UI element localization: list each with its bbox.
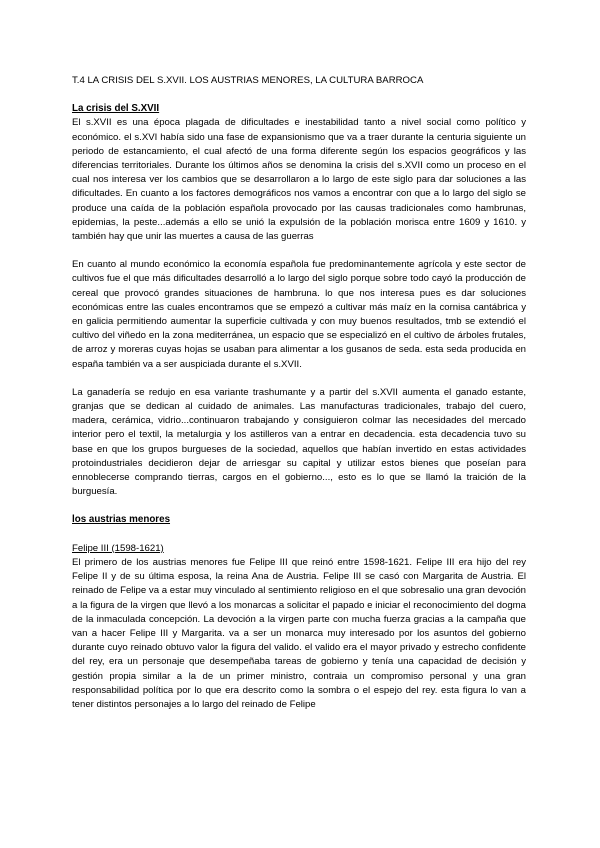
section-heading-crisis: La crisis del S.XVII	[72, 103, 160, 115]
paragraph-felipe-iii: El primero de los austrias menores fue Felipe III que reinó entre 1598-1621. Felipe III era hijo del rey Felipe II y de su última esposa, la reina Ana de Austria. Felipe III se casó con Margarita de Austria. El reinado de Felipe va a estar muy vinculado al sentimiento religioso en el que sobresalio una gran devoción a la figura de la virgen que llevó a los monarcas a solicitar el papado e iniciar el reconocimiento del dogma de la inmaculada concepción. La devoción a la virgen parte con mucha fuerza gracias a la campaña que van a hacer Felipe III y Margarita. va a ser un monarca muy interesado por los asuntos del gobierno durante cuyo reinado obtuvo valor la figura del valido. el valido era el mayor privado y estrecho confidente del rey, era un personaje que desempeñaba tareas de gobierno y tenía una capacidad de decisión y gestión propia similar a la de un primer ministro, contraia un compromiso personal y una gran responsabilidad política por lo que era descrito como la sombra o el espejo del rey. esta figura lo van a tener distintos personajes a lo largo del reinado de Felipe	[72, 556, 526, 710]
section-heading-austrias: los austrias menores	[72, 514, 171, 526]
document-title: T.4 LA CRISIS DEL S.XVII. LOS AUSTRIAS MENORES, LA CULTURA BARROCA	[72, 75, 424, 86]
paragraph-crisis-intro: El s.XVII es una época plagada de dificultades e inestabilidad tanto a nivel social como político y económico. el s.XVI había sido una fase de expansionismo que va a traer durante la centuria siguiente un periodo de estancamiento, el cual afectó de una forma diferente según los espacios geográficos y las diferencias territoriales. Durante los últimos años se denomina la crisis del s.XVII como un proceso en el cual nos interesa ver los cambios que se desarrollaron a lo largo de este siglo para dar soluciones a las dificultades. En cuanto a los factores demográficos nos vamos a encontrar con que a lo largo del siglo se produce una caída de la población española provocado por las causas tradicionales como hambrunas, epidemias, la peste...además a ello se unió la expulsión de la población morisca entre 1609 y 1610. y también hay que unir las muertes a causa de las guerras	[72, 117, 526, 243]
paragraph-crisis-economy: En cuanto al mundo económico la economía española fue predominantemente agrícola y este sector de cultivos fue el que más dificultades desarrolló a lo largo del siglo porque sobre todo cayó la producción de cereal que provocó grandes situaciones de hambruna. lo que nos interesa pues es dar soluciones económicas entre las cuales encontramos que se empezó a cultivar más maíz en la cornisa cantábrica y en galicia permitiendo aumentar la superficie cultivada y con muy buenos resultados, tmb se extendió el cultivo del viñedo en la zona mediterránea, un espacio que se especializó en el cultivo de árboles frutales, de arroz y moreras cuyas hojas se usaban para alimentar a los gusanos de seda. esta seda producida en españa también va a ser auspiciada durante el s.XVII.	[72, 259, 526, 370]
document-page	[72, 74, 526, 712]
paragraph-crisis-livestock: La ganadería se redujo en esa variante trashumante y a partir del s.XVII aumenta el ganado estante, granjas que se dedican al cuidado de animales. Las manufacturas tradicionales, trabajo del cuero, madera, cerámica, vidrio...continuaron trabajando y consiguieron colmar las necesidades del mercado interior pero el textil, la metalurgia y los astilleros van a entrar en decadencia. esta decadencia tuvo su base en que los grupos burgueses de la sociedad, aquellos que habían invertido en estas actividades protoindustriales decidieron dejar de arriesgar su capital y utilizar estos bienes que poseían para ennoblecerse comprando tierras, cargos en el gobierno..., esto es lo que se llamó la traición de la burguesía.	[72, 386, 526, 498]
subheading-felipe-iii: Felipe III (1598-1621)	[72, 542, 164, 554]
